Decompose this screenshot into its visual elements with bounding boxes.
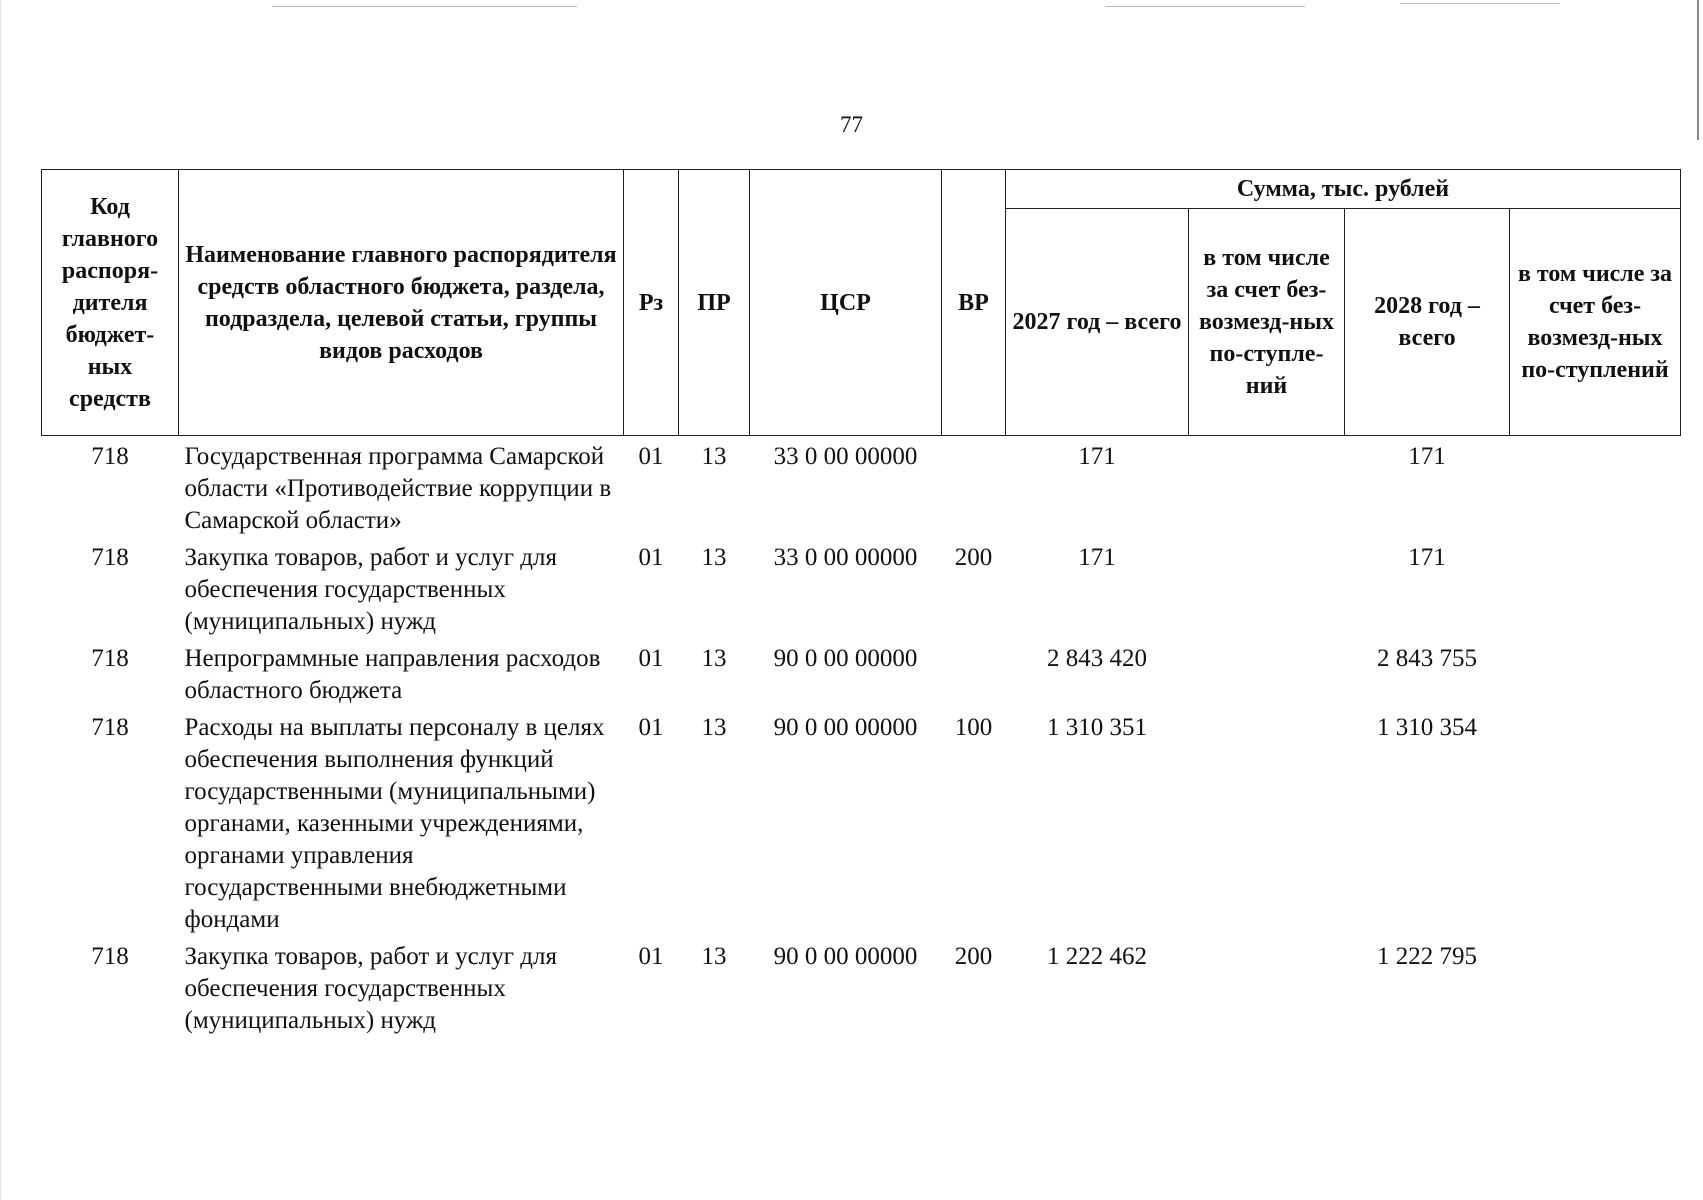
cell-2028-free bbox=[1510, 436, 1681, 538]
cell-2027-free bbox=[1189, 936, 1345, 1037]
scan-artifact-line bbox=[1400, 3, 1560, 4]
cell-rz: 01 bbox=[638, 943, 664, 970]
cell-pr: 13 bbox=[701, 645, 727, 672]
cell-2028-free bbox=[1510, 936, 1681, 1037]
header-name: Наименование главного распорядителя средств областного бюджета, раздела, подраздела, целевой статьи, группы видов расходов bbox=[179, 170, 624, 436]
cell-pr: 13 bbox=[701, 714, 727, 741]
cell-vr: 100 bbox=[954, 714, 993, 741]
cell-csr: 33 0 00 00000 bbox=[773, 544, 918, 571]
header-2027-free: в том числе за счет без-возмезд-ных по-ступле-ний bbox=[1189, 209, 1345, 436]
header-pr: ПР bbox=[679, 170, 750, 436]
table-body bbox=[42, 436, 1681, 1038]
table-row bbox=[42, 436, 1681, 538]
cell-csr: 90 0 00 00000 bbox=[773, 943, 918, 970]
cell-2027-total: 2 843 420 bbox=[1047, 645, 1147, 672]
cell-pr: 13 bbox=[701, 943, 727, 970]
header-vr: ВР bbox=[942, 170, 1006, 436]
cell-vr: 200 bbox=[954, 943, 993, 970]
cell-rz: 01 bbox=[638, 714, 664, 741]
cell-rz: 01 bbox=[638, 544, 664, 571]
cell-2028-total: 1 222 795 bbox=[1377, 943, 1477, 970]
cell-code: 718 bbox=[91, 443, 129, 470]
cell-name: Государственная программа Самарской области «Противодействие коррупции в Самарской области» bbox=[184, 443, 612, 534]
scan-artifact-line bbox=[272, 6, 577, 7]
header-2028-total: 2028 год – всего bbox=[1345, 209, 1510, 436]
cell-csr: 33 0 00 00000 bbox=[773, 443, 918, 470]
header-sum: Сумма, тыс. рублей bbox=[1006, 170, 1681, 209]
cell-2028-total: 171 bbox=[1408, 443, 1446, 470]
cell-name: Расходы на выплаты персоналу в целях обеспечения выполнения функций государственными (муниципальными) органами, казенными учреждениями, органами управления государственными внебюджетными фондами bbox=[184, 714, 605, 933]
scan-artifact-line bbox=[1105, 6, 1305, 7]
header-csr: ЦСР bbox=[750, 170, 942, 436]
cell-vr: 200 bbox=[954, 544, 993, 571]
page-number: 77 bbox=[840, 112, 863, 137]
table-row bbox=[42, 936, 1681, 1037]
cell-2027-free bbox=[1189, 638, 1345, 707]
page-left-edge bbox=[0, 0, 1, 1200]
header-rz: Рз bbox=[624, 170, 679, 436]
cell-name: Закупка товаров, работ и услуг для обеспечения государственных (муниципальных) нужд bbox=[184, 544, 557, 635]
cell-pr: 13 bbox=[701, 544, 727, 571]
header-2027-total: 2027 год – всего bbox=[1006, 209, 1189, 436]
cell-2027-total: 171 bbox=[1078, 544, 1116, 571]
cell-code: 718 bbox=[91, 714, 129, 741]
cell-name: Непрограммные направления расходов областного бюджета bbox=[184, 645, 601, 704]
cell-vr bbox=[942, 638, 1006, 707]
cell-2027-free bbox=[1189, 707, 1345, 936]
cell-rz: 01 bbox=[638, 443, 664, 470]
cell-2028-free bbox=[1510, 707, 1681, 936]
cell-2027-total: 171 bbox=[1078, 443, 1116, 470]
cell-vr bbox=[942, 436, 1006, 538]
cell-2028-total: 171 bbox=[1408, 544, 1446, 571]
cell-name: Закупка товаров, работ и услуг для обеспечения государственных (муниципальных) нужд bbox=[184, 943, 557, 1034]
cell-2028-total: 2 843 755 bbox=[1377, 645, 1477, 672]
cell-2027-total: 1 222 462 bbox=[1047, 943, 1147, 970]
cell-rz: 01 bbox=[638, 645, 664, 672]
cell-code: 718 bbox=[91, 544, 129, 571]
header-2028-free: в том числе за счет без-возмезд-ных по-ступлений bbox=[1510, 209, 1681, 436]
cell-2028-free bbox=[1510, 638, 1681, 707]
cell-code: 718 bbox=[91, 943, 129, 970]
cell-2028-free bbox=[1510, 537, 1681, 638]
table-row bbox=[42, 707, 1681, 936]
cell-2028-total: 1 310 354 bbox=[1377, 714, 1477, 741]
table-row bbox=[42, 537, 1681, 638]
table-header bbox=[42, 170, 1681, 436]
cell-code: 718 bbox=[91, 645, 129, 672]
cell-csr: 90 0 00 00000 bbox=[773, 645, 918, 672]
table-row bbox=[42, 638, 1681, 707]
budget-table bbox=[41, 169, 1681, 1037]
cell-2027-free bbox=[1189, 537, 1345, 638]
cell-pr: 13 bbox=[701, 443, 727, 470]
cell-csr: 90 0 00 00000 bbox=[773, 714, 918, 741]
cell-2027-free bbox=[1189, 436, 1345, 538]
cell-2027-total: 1 310 351 bbox=[1047, 714, 1147, 741]
header-code: Код главного распоря-дителя бюджет-ных средств bbox=[42, 170, 179, 436]
